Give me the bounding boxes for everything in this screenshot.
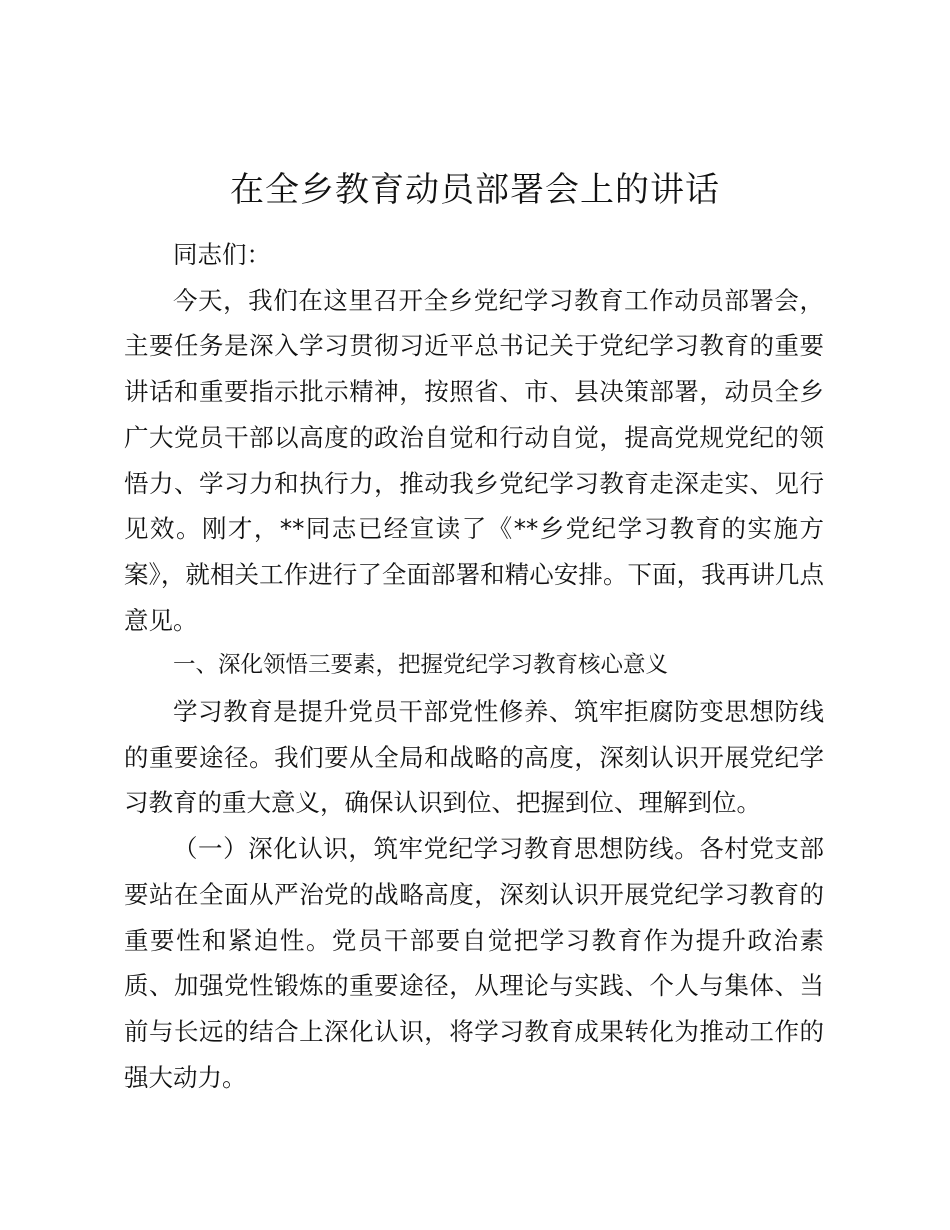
document-title: 在全乡教育动员部署会上的讲话 xyxy=(230,170,720,210)
salutation-paragraph: 同志们： xyxy=(173,240,271,269)
opening-paragraph: 今天，我们在这里召开全乡党纪学习教育工作动员部署会，主要任务是深入学习贯彻习近平总书记关于党纪学习教育的重要讲话和重要指示批示精神，按照省、市、县决策部署，动员全乡广大党员干部以高度的政治自觉和行动自觉，提高党规党纪的领悟力、学习力和执行力，推动我乡党纪学习教育走深走实、见行见效。刚才，**同志已经宣读了《**乡党纪学习教育的实施方案》，就相关工作进行了全面部署和精心安排。下面，我再讲几点意见。 xyxy=(124,285,824,635)
subsection-paragraph-1: （一）深化认识，筑牢党纪学习教育思想防线。各村党支部要站在全面从严治党的战略高度，深刻认识开展党纪学习教育的重要性和紧迫性。党员干部要自觉把学习教育作为提升政治素质、加强党性锻炼的重要途径，从理论与实践、个人与集体、当前与长远的结合上深化认识，将学习教育成果转化为推动工作的强大动力。 xyxy=(124,834,824,1092)
document-body xyxy=(124,232,824,1100)
section-intro-paragraph: 学习教育是提升党员干部党性修养、筑牢拒腐防变思想防线的重要途径。我们要从全局和战略的高度，深刻认识开展党纪学习教育的重大意义，确保认识到位、把握到位、理解到位。 xyxy=(124,697,824,818)
section-heading-1: 一、深化领悟三要素，把握党纪学习教育核心意义 xyxy=(173,652,669,679)
